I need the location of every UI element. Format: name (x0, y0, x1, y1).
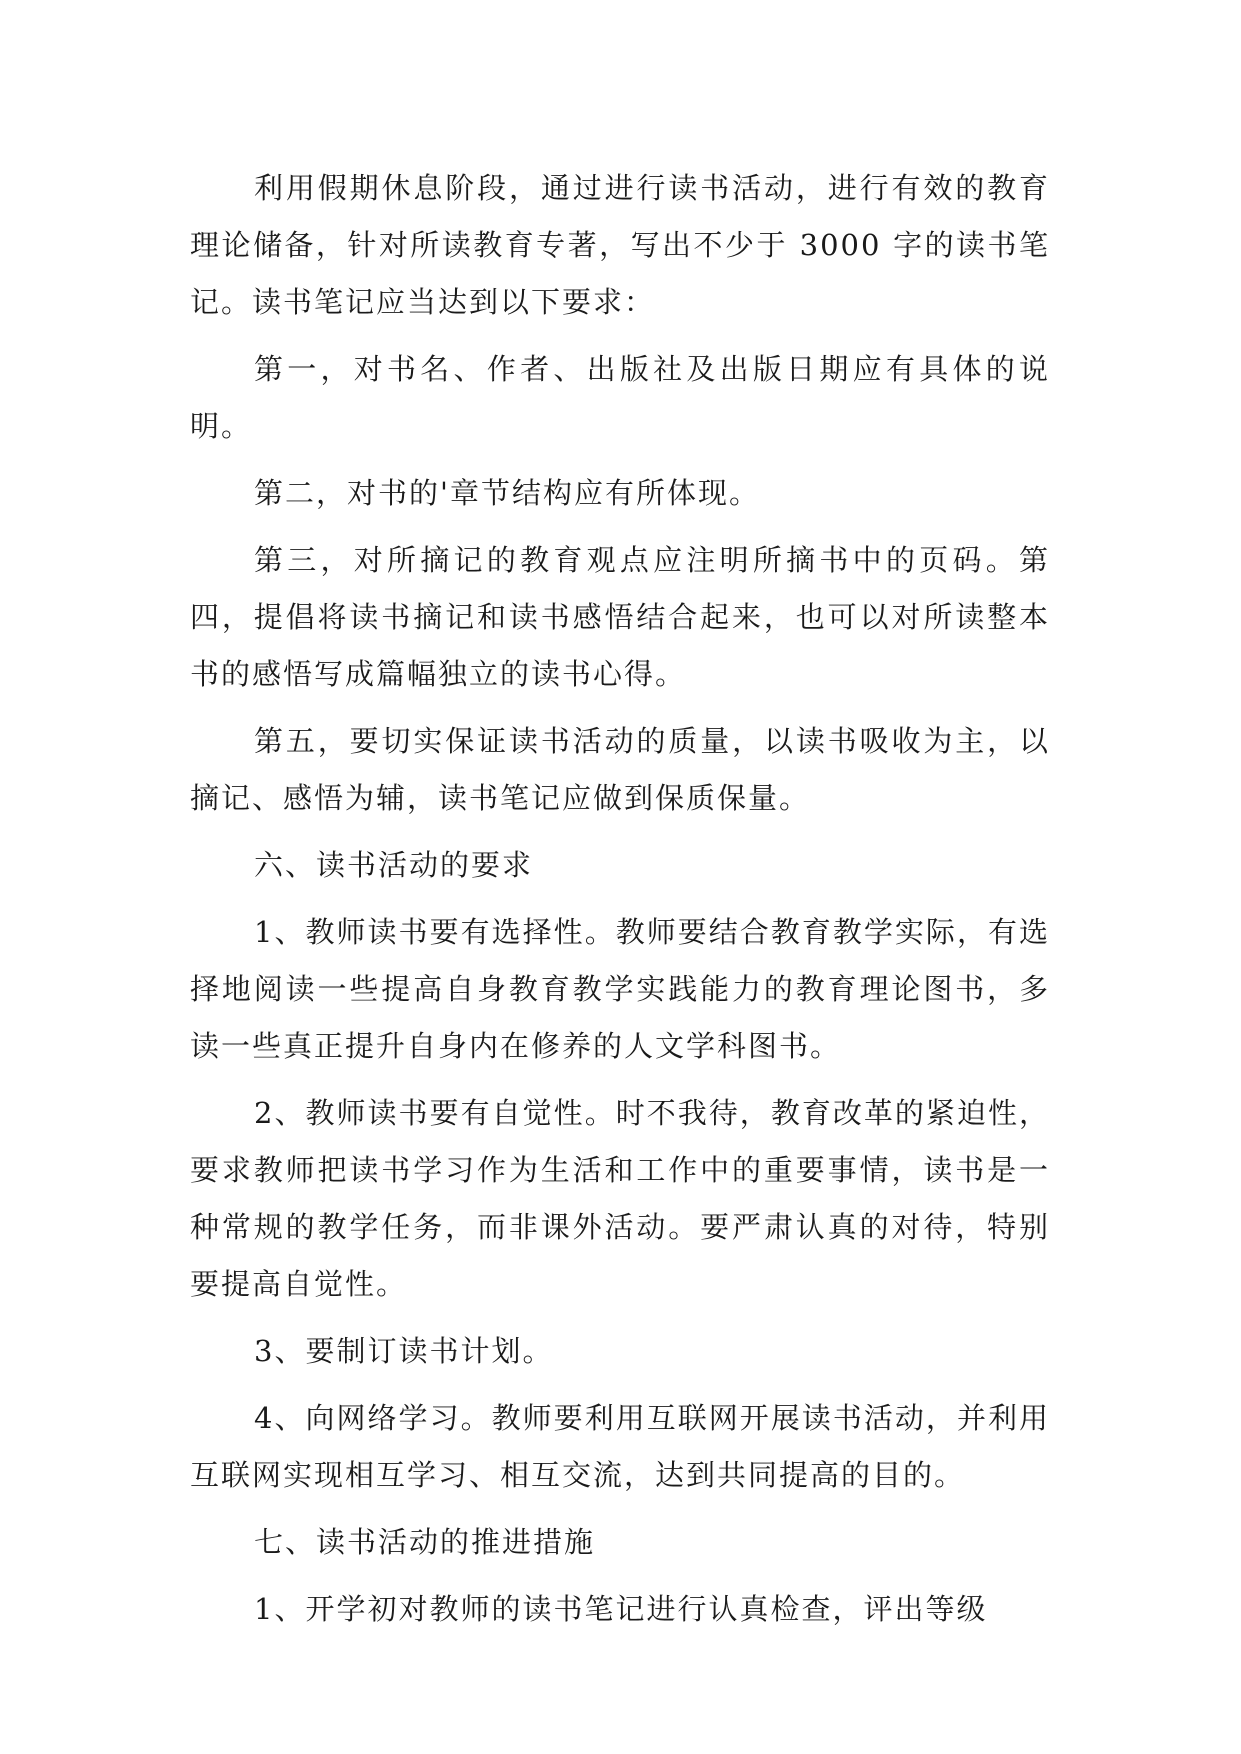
paragraph-item-4-internet: 4、向网络学习。教师要利用互联网开展读书活动，并利用互联网实现相互学习、相互交流，达到共同提高的目的。 (190, 1401, 1050, 1492)
section-heading-6: 六、读书活动的要求 (254, 848, 534, 882)
paragraph-requirement-5: 第五，要切实保证读书活动的质量，以读书吸收为主，以摘记、感悟为辅，读书笔记应做到保质保量。 (190, 724, 1050, 815)
paragraph-item-2-consciousness: 2、教师读书要有自觉性。时不我待，教育改革的紧迫性，要求教师把读书学习作为生活和工作中的重要事情，读书是一种常规的教学任务，而非课外活动。要严肃认真的对待，特别要提高自觉性。 (190, 1096, 1050, 1301)
paragraph-measure-1: 1、开学初对教师的读书笔记进行认真检查，评出等级 (254, 1592, 988, 1626)
section-heading-7: 七、读书活动的推进措施 (254, 1525, 596, 1559)
paragraph-item-1-selectivity: 1、教师读书要有选择性。教师要结合教育教学实际，有选择地阅读一些提高自身教育教学实践能力的教育理论图书，多读一些真正提升自身内在修养的人文学科图书。 (190, 915, 1050, 1063)
paragraph-requirement-3-4: 第三，对所摘记的教育观点应注明所摘书中的页码。第四，提倡将读书摘记和读书感悟结合起来，也可以对所读整本书的感悟写成篇幅独立的读书心得。 (190, 543, 1050, 691)
paragraph-item-3-plan: 3、要制订读书计划。 (254, 1334, 554, 1368)
paragraph-requirement-2: 第二，对书的'章节结构应有所体现。 (254, 476, 760, 510)
document-body (190, 160, 1050, 1648)
paragraph-requirement-1: 第一，对书名、作者、出版社及出版日期应有具体的说明。 (190, 352, 1050, 443)
paragraph-reading-notes-intro: 利用假期休息阶段，通过进行读书活动，进行有效的教育理论储备，针对所读教育专著，写出不少于 3000 字的读书笔记。读书笔记应当达到以下要求： (190, 171, 1050, 319)
